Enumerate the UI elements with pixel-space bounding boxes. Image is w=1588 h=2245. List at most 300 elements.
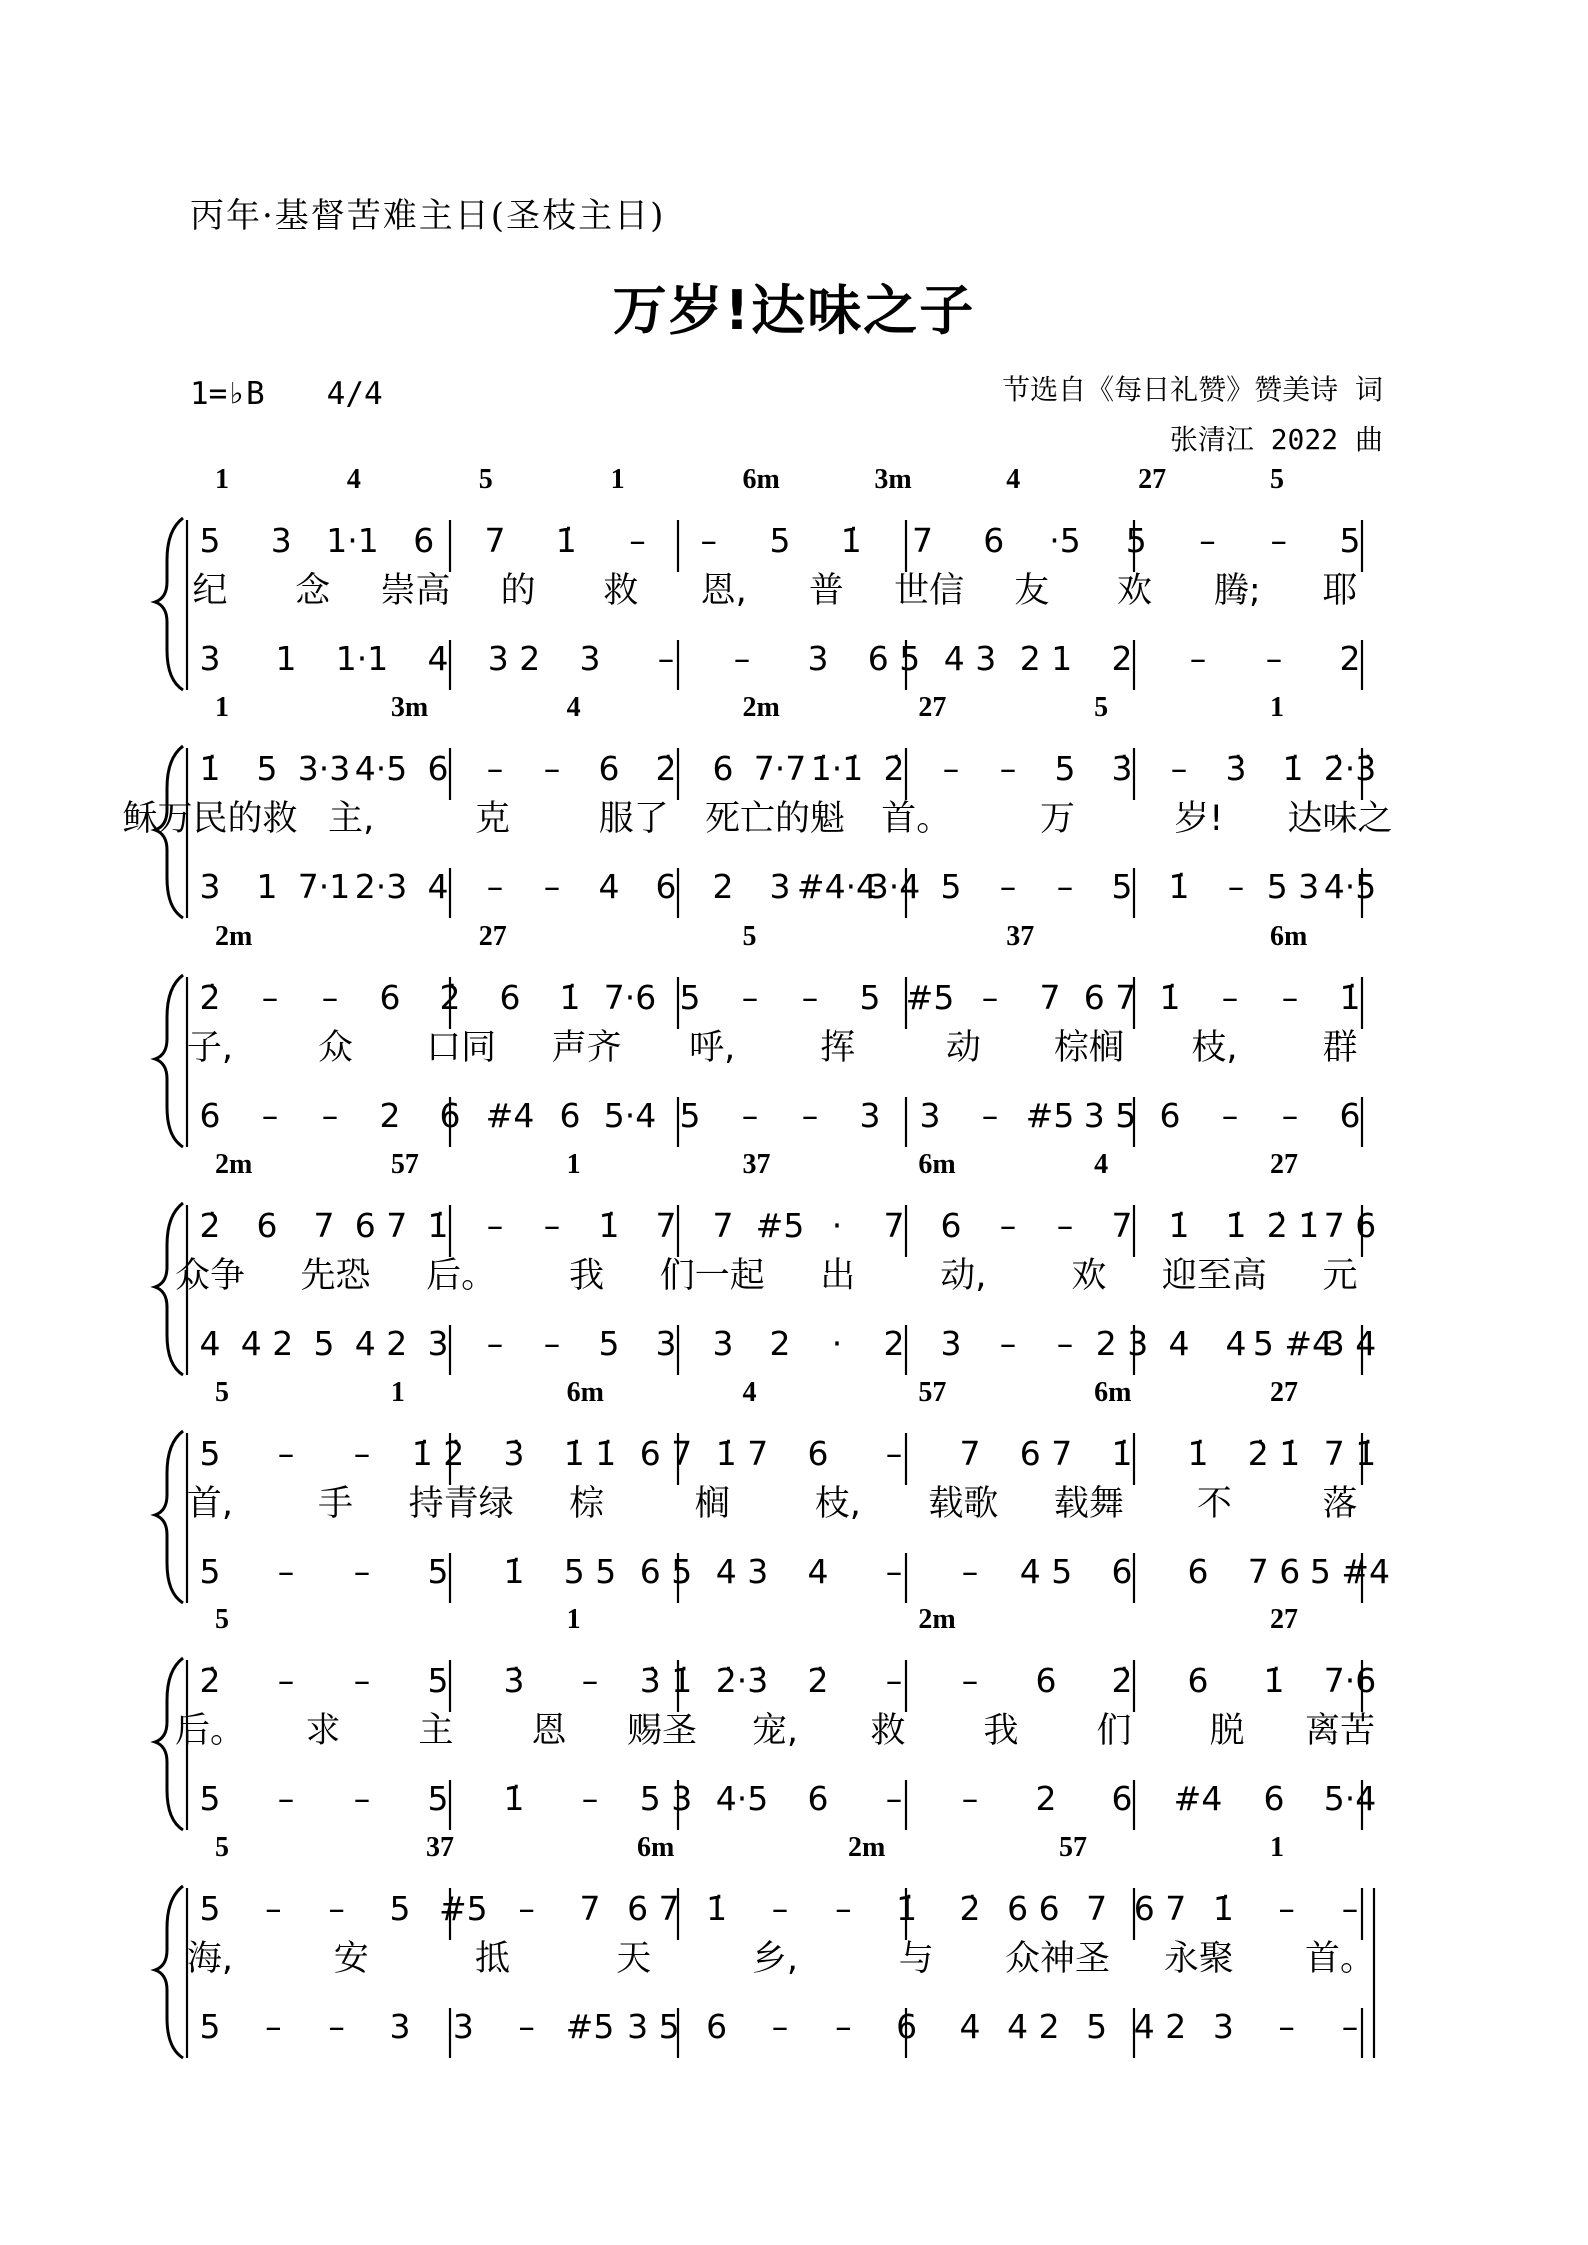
bass-note: – [543, 1324, 561, 1363]
lyric-syllable: 口同 [426, 1028, 497, 1068]
lyric-syllable: 纪 [192, 571, 228, 611]
lyric-syllable: 元 [1322, 1256, 1358, 1296]
chord-symbol: 4 [1094, 1149, 1109, 1180]
melody-note: 7 [1039, 978, 1061, 1017]
bass-note: – [733, 639, 751, 678]
bass-note: 3 5 [627, 2007, 680, 2046]
lyric-syllable: 众神圣 [1004, 1939, 1111, 1979]
bass-note: 6 [1111, 1779, 1133, 1818]
lyric-syllable: 动 [945, 1028, 981, 1068]
melody-note: – [885, 1434, 903, 1473]
melody-note: 7 6 [1323, 1206, 1377, 1245]
bass-note: 2·3 [354, 867, 408, 906]
melody-note: 6 7 [354, 1206, 408, 1245]
bass-note: 2 1 [1019, 639, 1073, 678]
bass-note: 3 4 [1323, 1324, 1377, 1363]
lyric-syllable: 普 [808, 571, 844, 611]
melody-note: 5 [389, 1889, 411, 1928]
melody-note: – [277, 1661, 295, 1700]
melody-note: – [261, 978, 279, 1017]
chord-symbol: 5 [742, 921, 757, 952]
melody-note: – [353, 1434, 371, 1473]
melody-note: 6 [256, 1206, 278, 1245]
lyric-syllable: 世信 [894, 571, 965, 611]
chord-symbol: 5 [215, 1604, 229, 1635]
lyric-syllable: 永聚 [1163, 1939, 1234, 1979]
bass-note: 4·5 [1323, 867, 1377, 906]
bass-note: – [1227, 867, 1245, 906]
melody-note: 1̇ [1159, 978, 1181, 1017]
melody-note: 5 [1125, 521, 1147, 560]
melody-note: 1̇ [1263, 1661, 1285, 1700]
bass-note: 5 #4 [1309, 1552, 1391, 1591]
melody-note: 1̇ [1339, 978, 1361, 1017]
chord-symbol: 3m [874, 464, 912, 495]
melody-note: 3̇ [1225, 749, 1247, 788]
melody-note: 7 [484, 521, 506, 560]
bass-note: – [486, 867, 504, 906]
bass-note: – [1056, 1324, 1074, 1363]
lyric-syllable: 棕榈 [1053, 1028, 1124, 1068]
melody-note: 2̇ [883, 749, 905, 788]
chord-symbol: 6m [1270, 921, 1308, 952]
bass-note: 5 #4 [1252, 1324, 1334, 1363]
bass-note: 7·1 [297, 867, 351, 906]
bass-note: 5 3 [639, 1779, 693, 1818]
lyric-syllable: 腾; [1213, 571, 1261, 611]
bass-note: 5 [313, 1324, 335, 1363]
bass-note: 6 5 [867, 639, 921, 678]
chord-symbol: 6m [637, 1832, 675, 1863]
bass-note: 5 3 [1266, 867, 1320, 906]
melody-note: – [1281, 978, 1299, 1017]
bass-note: 6 [559, 1096, 581, 1135]
bass-note: 4 [959, 2007, 981, 2046]
chord-symbol: 57 [918, 1377, 947, 1408]
bass-note: 5 [427, 1552, 449, 1591]
melody-note: 1̇ [598, 1206, 620, 1245]
melody-note: – [518, 1889, 535, 1928]
lyric-syllable: 群 [1322, 1028, 1358, 1068]
melody-note: 2̇ [1111, 1661, 1133, 1700]
chord-symbol: 37 [1006, 921, 1035, 952]
lyric-syllable: 克 [474, 799, 511, 839]
bass-note: 3 5 [1083, 1096, 1137, 1135]
bass-note: 5·4 [603, 1096, 657, 1135]
bass-note: 5·4 [1323, 1779, 1377, 1818]
melody-note: 1̇ 7 [715, 1434, 769, 1473]
bass-note: 6 [896, 2007, 918, 2046]
lyric-syllable: 首。 [881, 799, 952, 839]
bass-note: – [885, 1779, 903, 1818]
chord-symbol: 27 [1270, 1377, 1298, 1408]
chord-symbol: 1 [566, 1149, 581, 1180]
bass-note: 1̇ [503, 1779, 525, 1818]
bass-note: 2 [769, 1324, 791, 1363]
melody-note: 5 [256, 749, 278, 788]
lyric-syllable: 榈 [694, 1484, 730, 1524]
bass-note: – [961, 1779, 979, 1818]
lyric-syllable: 崇高 [380, 571, 451, 611]
melody-note: 7 [912, 521, 933, 560]
lyric-syllable: 安 [333, 1939, 369, 1979]
bass-note: 3 [859, 1096, 881, 1135]
lyric-syllable: 主, [328, 799, 375, 839]
melody-note: – [1221, 978, 1239, 1017]
occasion-heading: 丙年·基督苦难主日(圣枝主日) [190, 196, 666, 236]
chord-symbol: 1 [566, 1604, 581, 1635]
bass-note: – [999, 1324, 1017, 1363]
bass-note: 4 [199, 1324, 221, 1363]
melody-note: – [1056, 1206, 1074, 1245]
melody-note: 6 [712, 749, 734, 788]
chord-symbol: 5 [1270, 464, 1284, 495]
bass-note: 5 [199, 1779, 221, 1818]
bass-note: 4 [598, 867, 620, 906]
lyric-syllable: 众争 [174, 1256, 246, 1296]
lyric-syllable: 欢 [1117, 571, 1153, 611]
music-credit: 张清江 2022 曲 [1169, 423, 1383, 456]
lyric-syllable: 子, [186, 1028, 234, 1068]
melody-note: – [581, 1661, 599, 1700]
page-title: 万岁!达味之子 [612, 279, 976, 342]
lyric-syllable: 枝, [1191, 1028, 1238, 1068]
bass-note: – [581, 1779, 599, 1818]
bass-note: – [657, 639, 675, 678]
bass-note: – [885, 1552, 903, 1591]
melody-note: 1·1 [326, 521, 379, 560]
chord-symbol: 4 [566, 692, 581, 723]
chord-symbol: 2m [848, 1832, 886, 1863]
chord-symbol: 27 [478, 921, 507, 952]
bass-note: – [741, 1096, 759, 1135]
melody-note: 5 [199, 1889, 221, 1928]
melody-note: 5 [859, 978, 881, 1017]
lyric-syllable: 我 [569, 1256, 605, 1296]
lyric-syllable: 载舞 [1053, 1484, 1124, 1524]
lyric-syllable: 持青绿 [408, 1484, 514, 1524]
lyric-syllable: 出 [820, 1256, 856, 1296]
bass-note: 3 [389, 2007, 411, 2046]
bass-note: – [835, 2007, 852, 2046]
lyric-syllable: 乡, [751, 1939, 799, 1979]
lyric-syllable: 服了 [598, 799, 669, 839]
lyric-syllable: 海, [186, 1939, 234, 1979]
bass-note: – [981, 1096, 999, 1135]
melody-note: – [353, 1661, 371, 1700]
melody-note: – [321, 978, 339, 1017]
bass-note: – [801, 1096, 819, 1135]
lyric-syllable: 落 [1322, 1484, 1358, 1524]
chord-symbol: 1 [215, 692, 229, 723]
lyric-syllable: 离苦 [1304, 1711, 1376, 1751]
bass-note: 5 5 [563, 1552, 617, 1591]
chord-symbol: 6m [566, 1377, 604, 1408]
melody-note: – [885, 1661, 903, 1700]
lyric-syllable: 脱 [1209, 1711, 1245, 1751]
melody-note: 1̇ [896, 1889, 918, 1928]
lyric-syllable: 耶 [1322, 571, 1358, 611]
melody-note: 7 [579, 1889, 601, 1928]
melody-note: – [629, 521, 646, 560]
chord-symbol: 2m [215, 1149, 253, 1180]
system-brace [155, 518, 183, 690]
lyric-syllable: 先恐 [300, 1256, 371, 1296]
melody-note: 1̇·1̇ [810, 749, 864, 788]
lyric-syllable: 不 [1196, 1484, 1232, 1524]
bass-note: 6 [1187, 1552, 1209, 1591]
lyric-syllable: 我 [983, 1711, 1019, 1751]
bass-note: 5 [1086, 2007, 1108, 2046]
melody-note: #5 [755, 1206, 805, 1245]
lyric-syllable: 迎至高 [1161, 1256, 1267, 1296]
bass-note: – [961, 1552, 979, 1591]
lyrics-credit: 节选自《每日礼赞》赞美诗 词 [1002, 373, 1383, 406]
lyric-syllable: 后。 [426, 1256, 497, 1296]
melody-note: 1̇ 1̇ [563, 1434, 617, 1473]
bass-note: 6 [1263, 1779, 1285, 1818]
lyric-syllable: 友 [1014, 571, 1050, 611]
melody-note: 2̇ [807, 1661, 829, 1700]
melody-note: 1̇ [1187, 1434, 1209, 1473]
melody-note: – [999, 1206, 1017, 1245]
bass-note: – [353, 1779, 371, 1818]
melody-note: – [741, 978, 759, 1017]
lyric-syllable: 手 [318, 1484, 354, 1524]
melody-note: 2̇ [439, 978, 461, 1017]
bass-note: 6 [199, 1096, 221, 1135]
lyric-syllable: 求 [305, 1711, 341, 1751]
bass-note: 6 [1339, 1096, 1361, 1135]
chord-symbol: 2m [215, 921, 253, 952]
bass-note: 2 [883, 1324, 905, 1363]
melody-note: 2̇·3̇ [715, 1661, 769, 1700]
lyric-syllable: 众 [318, 1028, 354, 1068]
melody-note: 6 7 [1019, 1434, 1073, 1473]
melody-note: 5 [769, 521, 791, 560]
melody-note: – [700, 521, 717, 560]
melody-note: 1̇ [1212, 1889, 1234, 1928]
bass-note: 6 [807, 1779, 829, 1818]
melody-note: – [771, 1889, 789, 1928]
lyric-syllable: 宠, [751, 1711, 799, 1751]
bass-note: – [1265, 639, 1283, 678]
lyric-syllable: 的 [500, 571, 536, 611]
melody-note: 1̇ [706, 1889, 728, 1928]
melody-note: 5 [199, 1434, 221, 1473]
bass-note: 6 [1159, 1096, 1181, 1135]
melody-note: 3̇ [1111, 749, 1133, 788]
melody-note: – [486, 749, 504, 788]
bass-note: – [1056, 867, 1074, 906]
melody-note: 7 [959, 1434, 981, 1473]
melody-note: 1̇ [1111, 1434, 1133, 1473]
chord-symbol: 1 [610, 464, 625, 495]
melody-note: – [1270, 521, 1287, 560]
bass-note: – [999, 867, 1017, 906]
melody-note: – [543, 1206, 561, 1245]
bass-note: · [831, 1324, 843, 1363]
melody-note: 5 [1339, 521, 1361, 560]
bass-note: – [486, 1324, 504, 1363]
melody-note: 7 [313, 1206, 335, 1245]
melody-note: 2̇·3̇ [1323, 749, 1377, 788]
chord-symbol: 27 [1270, 1604, 1298, 1635]
melody-note: 5 [199, 521, 221, 560]
melody-note: 2̇ [959, 1889, 981, 1928]
melody-note: ·5 [1049, 521, 1081, 560]
melody-note: 3̇ [503, 1661, 525, 1700]
melody-note: – [801, 978, 819, 1017]
bass-note: 3 [807, 639, 829, 678]
chord-symbol: 37 [426, 1832, 454, 1863]
chord-symbol: 57 [1059, 1832, 1087, 1863]
lyric-syllable: 首。 [1304, 1939, 1376, 1979]
melody-note: – [543, 749, 561, 788]
melody-note: 6 7 [1083, 978, 1137, 1017]
bass-note: – [265, 2007, 282, 2046]
bass-note: – [328, 2007, 345, 2046]
melody-note: 1̇ 2̇ [411, 1434, 465, 1473]
lyric-syllable: 恩, [700, 571, 747, 611]
lyric-syllable: 们一起 [659, 1256, 765, 1296]
melody-note: 7 [1111, 1206, 1133, 1245]
lyric-syllable: 天 [616, 1939, 652, 1979]
lyric-syllable: 救 [603, 571, 639, 611]
melody-note: 1̇ [427, 1206, 449, 1245]
system-brace [155, 1431, 183, 1603]
system-brace [155, 1886, 183, 2058]
lyric-syllable: 呼, [689, 1028, 736, 1068]
bass-note: 3·4 [867, 867, 921, 906]
bass-note: 3 [579, 639, 601, 678]
bass-note: 2 [379, 1096, 401, 1135]
lyric-syllable: 救 [870, 1711, 906, 1751]
bass-note: 4 [1225, 1324, 1247, 1363]
chord-symbol: 1 [1270, 692, 1284, 723]
chord-symbol: 5 [1094, 692, 1109, 723]
bass-note: 4 [1168, 1324, 1190, 1363]
melody-note: 3̇ 1̇ [639, 1661, 693, 1700]
melody-note: 3̇ [503, 1434, 525, 1473]
bass-note: 1 [256, 867, 278, 906]
bass-note: 4 3 [715, 1552, 769, 1591]
melody-note: – [277, 1434, 295, 1473]
bass-note: 2 [1035, 1779, 1057, 1818]
melody-note: 6 [499, 978, 521, 1017]
bass-note: – [1281, 1096, 1299, 1135]
melody-note: – [942, 749, 960, 788]
bass-note: 3 [1212, 2007, 1234, 2046]
lyric-syllable: 念 [295, 571, 331, 611]
lyric-syllable: 首, [186, 1484, 234, 1524]
lyric-syllable: 赐圣 [626, 1711, 698, 1751]
melody-note: 7 [655, 1206, 677, 1245]
chord-symbol: 6m [1094, 1377, 1132, 1408]
chord-symbol: 6m [742, 464, 780, 495]
chord-symbol: 2m [742, 692, 780, 723]
chord-symbol: 2m [918, 1604, 956, 1635]
melody-note: 2̇ [199, 978, 221, 1017]
chord-symbol: 6m [918, 1149, 956, 1180]
melody-note: 5 [1054, 749, 1076, 788]
lyric-syllable: 们 [1096, 1711, 1132, 1751]
melody-note: 7·6 [1323, 1661, 1377, 1700]
melody-note: 7 [1086, 1889, 1108, 1928]
melody-note: 6 7 [1133, 1889, 1187, 1928]
lyric-syllable: 挥 [820, 1028, 856, 1068]
bass-note: 3 [427, 1324, 449, 1363]
melody-note: 6 [807, 1434, 829, 1473]
melody-note: 2̇ [655, 749, 677, 788]
bass-note: 6 [706, 2007, 728, 2046]
bass-note: 4 [807, 1552, 829, 1591]
bass-note: 5 [427, 1779, 449, 1818]
bass-note: 4 2 [240, 1324, 294, 1363]
bass-note: 2 [1339, 639, 1361, 678]
bass-note: – [1341, 2007, 1359, 2046]
bass-note: – [353, 1552, 371, 1591]
bass-note: 6 [1111, 1552, 1133, 1591]
bass-note: 1̇ [503, 1552, 525, 1591]
bass-note: 5 [598, 1324, 620, 1363]
melody-note: 6 [598, 749, 620, 788]
bass-note: – [277, 1552, 295, 1591]
melody-note: 7 [712, 1206, 734, 1245]
bass-note: 4 3 [943, 639, 997, 678]
bass-note: 7 6 [1247, 1552, 1301, 1591]
melody-note: – [835, 1889, 852, 1928]
lyric-syllable: 动, [940, 1256, 987, 1296]
bass-note: 3 [919, 1096, 941, 1135]
bass-note: 4·5 [715, 1779, 769, 1818]
melody-note: 7 1̇ [1323, 1434, 1377, 1473]
bass-note: #5 [1025, 1096, 1075, 1135]
bass-note: 6 5 [639, 1552, 693, 1591]
lyric-syllable: 岁! [1174, 799, 1224, 839]
melody-note: – [1341, 1889, 1359, 1928]
melody-note: – [1278, 1889, 1295, 1928]
bass-note: 4 2 [354, 1324, 408, 1363]
melody-note: 6 7 [639, 1434, 693, 1473]
bass-note: – [321, 1096, 339, 1135]
bass-note: – [261, 1096, 279, 1135]
melody-note: 2̇ [199, 1661, 221, 1700]
bass-note: 3 [712, 1324, 734, 1363]
bass-note: – [1189, 639, 1207, 678]
bass-note: 1̇ [1168, 867, 1190, 906]
bass-note: 1 [275, 639, 297, 678]
bass-note: – [543, 867, 561, 906]
bass-note: 3 [769, 867, 791, 906]
bass-note: 1·1 [335, 639, 389, 678]
bass-note: 3 [452, 2007, 474, 2046]
lyric-syllable: 达味之 [1287, 799, 1393, 839]
melody-note: 2̇ 1̇ [1247, 1434, 1301, 1473]
bass-note: #4 [1173, 1779, 1223, 1818]
bass-note: #5 [565, 2007, 615, 2046]
lyric-syllable: 万 [1039, 799, 1076, 839]
melody-note: 1̇ [559, 978, 581, 1017]
melody-note: · [831, 1206, 843, 1245]
melody-note: #5 [439, 1889, 488, 1928]
chord-symbol: 4 [1006, 464, 1021, 495]
chord-symbol: 27 [1270, 1149, 1298, 1180]
bass-note: 2 [712, 867, 734, 906]
chord-symbol: 3m [390, 692, 429, 723]
melody-note: 2̇ 1̇ [1266, 1206, 1320, 1245]
bass-note: 5 [1111, 867, 1133, 906]
